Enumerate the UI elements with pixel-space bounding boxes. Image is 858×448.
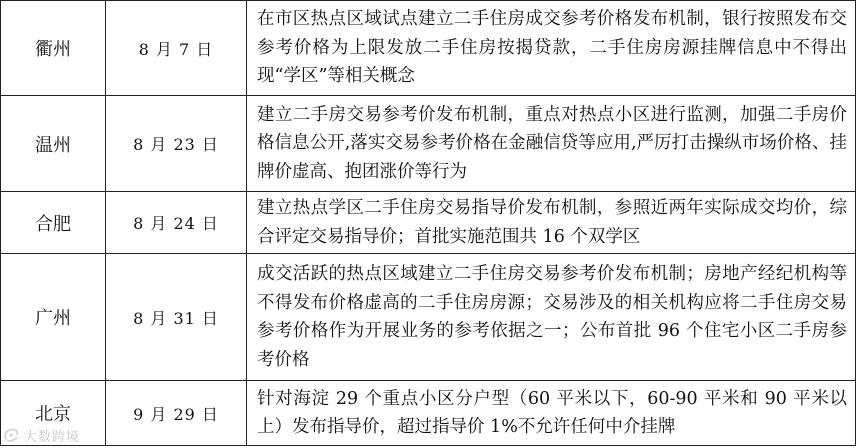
date-cell: 8 月 24 日 — [106, 192, 247, 254]
date-cell: 9 月 29 日 — [106, 381, 247, 446]
table-row — [1, 1, 856, 96]
date-cell: 8 月 7 日 — [106, 1, 247, 96]
city-cell: 广州 — [1, 254, 106, 381]
table-row — [1, 192, 856, 254]
table-row — [1, 381, 856, 446]
date-cell: 8 月 31 日 — [106, 254, 247, 381]
city-cell: 合肥 — [1, 192, 106, 254]
brand-logo-icon — [2, 426, 20, 444]
description-cell: 建立二手房交易参考价发布机制，重点对热点小区进行监测，加强二手房价格信息公开,落实交易参考价格在金融信贷等应用,严厉打击操纵市场价格、挂牌价虚高、抱团涨价等行为 — [247, 96, 856, 192]
watermark-text: 大数跨境 — [24, 429, 81, 445]
description-cell: 建立热点学区二手住房交易指导价发布机制，参照近两年实际成交均价，综合评定交易指导价；首批实施范围共 16 个双学区 — [247, 192, 856, 254]
description-cell: 针对海淀 29 个重点小区分户型（60 平米以下，60-90 平米和 90 平米以上）发布指导价，超过指导价 1%不允许任何中介挂牌 — [247, 381, 856, 446]
watermark — [2, 424, 80, 446]
description-cell: 在市区热点区域试点建立二手住房成交参考价格发布机制，银行按照发布交参考价格为上限发放二手住房按揭贷款，二手住房房源挂牌信息中不得出现“学区”等相关概念 — [247, 1, 856, 96]
date-cell: 8 月 23 日 — [106, 96, 247, 192]
city-cell: 温州 — [1, 96, 106, 192]
table-row — [1, 96, 856, 192]
city-cell: 衢州 — [1, 1, 106, 96]
description-cell: 成交活跃的热点区域建立二手住房交易参考价发布机制；房地产经纪机构等不得发布价格虚高的二手住房房源；交易涉及的相关机构应将二手住房交易参考价格作为开展业务的参考依据之一；公布首批 96 个住宅小区二手房参考价格 — [247, 254, 856, 381]
city-cell: 北京 — [1, 381, 106, 446]
table-row — [1, 254, 856, 381]
